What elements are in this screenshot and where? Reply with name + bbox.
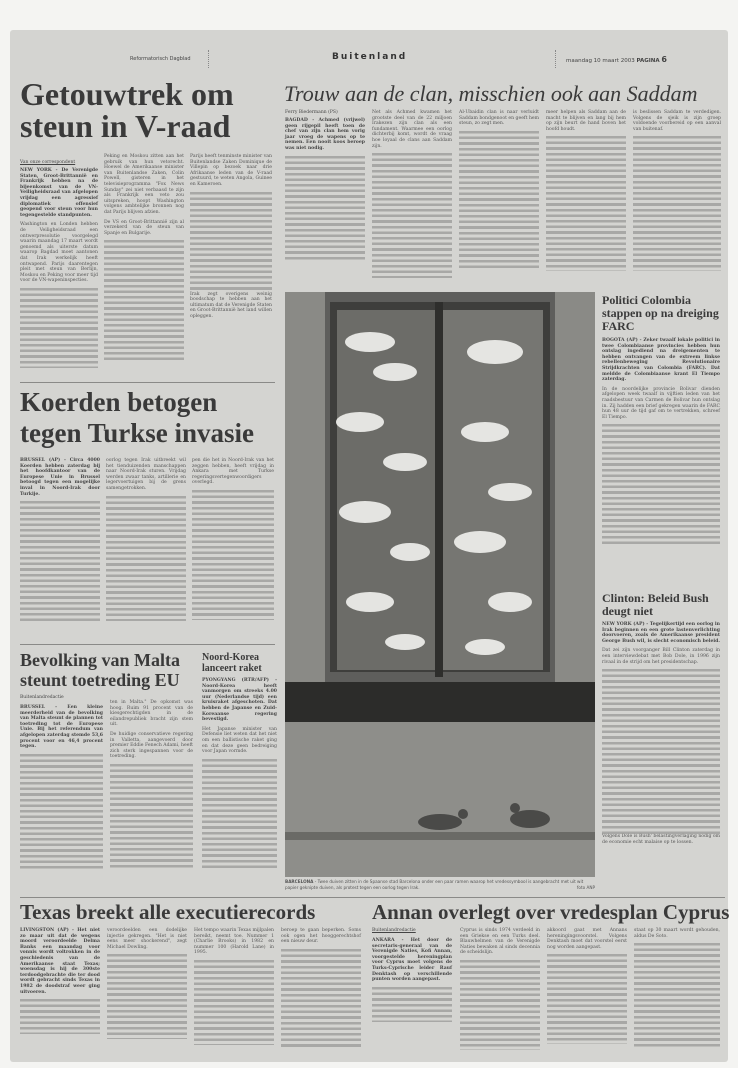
- vraad-paragraph: De VS en Groot-Brittannië zijn al verzekerd van de steun van Spanje en Bulgarije.: [104, 219, 184, 236]
- koerden-col-3: [192, 458, 274, 636]
- clinton-paragraph: Dat zei zijn voorganger Bill Clinton zaterdag in een interviewdebat met Bob Dole, in 1996 zijn rivaal in de strijd om het presidentschap.: [602, 648, 720, 665]
- annan-col-1: [372, 938, 452, 1058]
- text-filler: [634, 943, 720, 1048]
- photo-doves-window: [285, 292, 595, 877]
- texas-col-3: [194, 928, 274, 1058]
- text-filler: [20, 754, 103, 869]
- byline-clan: Ferry Biedermann (PS): [285, 110, 338, 115]
- malta-lead: BRUSSEL - Een kleine meerderheid van de bevolking van Malta steunt de plannen tot toetreding tot de Europese Unie. Bij het referendum van afgelopen zaterdag stemde 53,6 procent voor en 46,4 procent tegen.: [20, 705, 103, 750]
- texas-col-2: [107, 928, 187, 1058]
- text-filler: [285, 156, 365, 261]
- annan-col-2: [460, 928, 540, 1058]
- newspaper-page: [10, 30, 728, 1062]
- texas-lead: LIVINGSTON (AP) - Het niet zo maar uit dat de wegens moord veroordeelde Delma Banks een maandag voor vonnis wordt voltrokken in de geschiedenis van de Amerikaanse staat Texas; woensdag is hij de 300ste terdoodgebrachte die ter dood wordt gebracht sinds Texas in 1982 de doodstraf weer ging uitvoeren.: [20, 928, 100, 995]
- date-line: [566, 55, 667, 64]
- photo-credit: foto ANP: [576, 884, 595, 890]
- headline-colombia: Politici Colombia stappen op na dreiging FARC: [602, 293, 719, 333]
- text-filler: [460, 960, 540, 1050]
- text-filler: [110, 764, 193, 869]
- page-number: 6: [661, 55, 667, 64]
- koerden-col-1: [20, 458, 100, 636]
- clan-col-2: [372, 110, 452, 283]
- vraad-paragraph: Peking en Moskou zitten aan het gebruik van hun vetorecht. Hoewel de Amerikaanse minister van Buitenlandse Zaken, Colin Powell, gisteren in het televisieprogramma "Fox News Sunday" zei niet verbaasd te zijn als Frankrijk een veto zou uitspreken, hoopt Washington volgens ambtelijke bronnen nog dat Parijs blijven afzien.: [104, 154, 184, 215]
- vraad-col-1: [20, 168, 98, 393]
- annan-col-3: [547, 928, 627, 1058]
- text-filler: [602, 424, 720, 544]
- vraad-col-3: [190, 154, 272, 394]
- colombia-lead: BOGOTA (AP) - Zeker twaalf lokale politici in twee Colombiaanse provincies hebben hun ontslag ingediend na dreigementen te hebben ontvangen van de extreem linkse rebellenbeweging Revolutionaire Strijdkrachten van Colombia (FARC). Dat meldde de Colombiaanse krant El Tiempo zaterdag.: [602, 338, 720, 383]
- koerden-col-2: [106, 458, 186, 636]
- text-filler: [190, 192, 272, 292]
- text-filler: [20, 999, 100, 1034]
- newspaper-name: Reformatorisch Dagblad: [130, 56, 191, 62]
- malta-paragraph: De huidige conservatieve regering in Valletta, aangevoerd door premier Eddie Fenech Adami, heeft zich sterk ingespannen voor de toetreding.: [110, 731, 193, 760]
- malta-col-1: [20, 705, 103, 885]
- koerden-paragraph: oorlog tegen Irak uitbreekt wil het tienduizenden manschappen naar Noord-Irak sturen. Vrijdag werden zwaar tanks, artillerie en legervoertuigen bij de grens samengetrokken.: [106, 458, 186, 491]
- headline-annan: Annan overlegt over vredesplan Cyprus: [372, 900, 730, 924]
- caption-place: BARCELONA: [285, 879, 314, 884]
- headline-vraad: Getouwtrek om steun in V-raad: [20, 76, 234, 144]
- noordkorea-body: [202, 678, 277, 883]
- colombia-paragraph: In de noordelijke provincie Bolivar dienden afgelopen week twaalf in vijftien leden van het raadsbestuur van Carmen de Bolivar hun ontslag in. Zij hadden een brief gekregen waarin de FARC hun 48 uur de tijd gaf om te vertrekken, schreef El Tiempo.: [602, 386, 720, 420]
- texas-col-1: [20, 928, 100, 1058]
- headline-koerden-text: Koerden betogen tegen Turkse invasie: [20, 387, 255, 448]
- text-filler: [106, 496, 186, 621]
- text-filler: [281, 949, 361, 1049]
- clan-col-3: [459, 110, 539, 283]
- headline-noordkorea: Noord-Korea lanceert raket: [202, 652, 262, 674]
- vraad-lead: NEW YORK - De Verenigde Staten, Groot-Brittannië en Frankrijk hebben na de bijeenkomst van de VN-Veiligheidsraad van afgelopen vrijdag een agressief diplomatiek offensief geopend voor steun voor hun tegengestelde standpunten.: [20, 168, 98, 218]
- text-filler: [104, 240, 184, 360]
- vraad-paragraph: Washington en Londen hebben de Veiligheidsraad een ontwerpresolutie voorgelegd waarin maandag 17 maart wordt genoemd als uiterste datum waarop Bagdad moet aantonen dat Irak werkelijk heeft ontwapend. Parijs daarentegen pleit met steun van Berlijn, Moskou en Peking voor meer tijd voor de VN-wapeninspecties.: [20, 222, 98, 284]
- clan-col-1: [285, 118, 365, 283]
- text-filler: [546, 136, 626, 271]
- annan-lead: ANKARA - Het door de secretaris-generaal van de Verenigde Naties, Kofi Annan, voorgestelde hereningplan voor Cyprus moet volgens de Turks-Cyprische leider Rauf Denktash op verschillende punten worden aangepast.: [372, 938, 452, 983]
- caption-text: - Twee duiven zitten in de Spaanse stad Barcelona onder een paar ramen waarop het vredessymbool is aangebracht met uit wit papier geknipte duiven, als protest tegen een oorlog tegen Irak.: [285, 879, 584, 890]
- clinton-paragraph: Volgens Dole is Bush' belastingverlaging nodig om de economie echt malaise op te lossen.: [602, 834, 720, 845]
- text-filler: [107, 954, 187, 1039]
- text-filler: [20, 501, 100, 621]
- vraad-paragraph: Parijs heeft tenminste minister van Buitenlandse Zaken Dominique de Villepin op bezoek naar drie Afrikaanse leden van de V-raad gestuurd, te weten Angola, Guinee en Kameroen.: [190, 154, 272, 187]
- colombia-body: [602, 338, 720, 583]
- byline-annan: Buitenlandredactie: [372, 928, 416, 933]
- headline-malta: Bevolking van Malta steunt toetreding EU: [20, 650, 181, 690]
- texas-paragraph: beroep te gaan beperken. Soms ook ogen het hooggerechtshof een nieuw deur.: [281, 928, 361, 945]
- text-filler: [547, 954, 627, 1044]
- clan-paragraph: is beslissen Saddam te verdedigen. Volgens de sjeik is zijn groep voldoende voorbereid op een aanval van buitenaf.: [633, 110, 721, 132]
- headline-texas: Texas breekt alle executierecords: [20, 900, 316, 924]
- byline-malta: Buitenlandredactie: [20, 695, 64, 700]
- clan-lead: BAGDAD - Achmed (vrijwel) geen rijgepil heeft toen de chef van zijn clan hem vorig jaar vroeg de wapens op te nemen. Een nooit koos beroep was niet nodig.: [285, 118, 365, 151]
- text-filler: [372, 153, 452, 278]
- photo-caption: [285, 879, 595, 890]
- date: maandag 10 maart 2003: [566, 58, 635, 64]
- annan-paragraph: Cyprus is sinds 1974 verdeeld in een Griekse en een Turks deel. Blauwhelmen van de Verenigde Naties bewaken al sinds decennia de scheidslijn.: [460, 928, 540, 956]
- clan-col-4: [546, 110, 626, 283]
- text-filler: [192, 490, 274, 620]
- texas-paragraph: veroordeelden een dodelijke injectie gekregen. "Het is niet eens meer shockerend", zegt Michael Dowling.: [107, 928, 187, 950]
- vraad-col-2: [104, 154, 184, 394]
- texas-col-4: [281, 928, 361, 1058]
- text-filler: [202, 759, 277, 869]
- text-filler: [372, 987, 452, 1022]
- clan-col-5: [633, 110, 721, 283]
- headline-clan: Trouw aan de clan, misschien ook aan Saddam: [284, 81, 698, 106]
- annan-paragraph: staat op 30 maart wordt gehouden, aldus De Soto.: [634, 928, 720, 939]
- vraad-paragraph: Irak zegt overigens weinig boodschap te hebben aan het ultimatum dat de Verenigde Staten en Groot-Brittannië het land willen opleggen.: [190, 291, 272, 319]
- clinton-body: [602, 622, 720, 882]
- malta-col-2: [110, 700, 193, 885]
- malta-paragraph: ten in Malta." De opkomst was hoog. Ruim 91 procent van de kiesgerechtigden in de eilandrepubliek bracht zijn stem uit.: [110, 700, 193, 728]
- text-filler: [633, 136, 721, 271]
- headline-koerden: [20, 387, 282, 449]
- texas-paragraph: Het tempo waarin Texas mijlpalen bereikt, neemt toe. Nummer 1 (Charlie Brooks) in 1982 en nummer 100 (Harold Lane) in 1995.: [194, 928, 274, 956]
- clinton-lead: NEW YORK (AP) - Tegelijkertijd een oorlog in Irak beginnen en een grote lastenverlichting doorvoeren, zoals de Amerikaanse president George Bush wil, is slecht economisch beleid.: [602, 622, 720, 644]
- page-label: PAGINA: [636, 58, 660, 64]
- clan-paragraph: Net als Achmed kwamen het grootste deel van de 22 miljoen Irakezen zijn clan als een fundament. Waarmee een oorlog dichterbij komt, wordt de vraag hoe loyaal de clans aan Saddam zijn.: [372, 110, 452, 149]
- text-filler: [459, 131, 539, 271]
- clan-paragraph: Al-Ubaidin clan is naar verluidt Saddam bondgenoot en geeft hem steun, zo zegt men.: [459, 110, 539, 127]
- annan-paragraph: akkoord gaat met Annans hereningingsvoorstel. Volgens Denktash moet dat voorstel eerst nog worden aangepast.: [547, 928, 627, 950]
- headline-clinton: Clinton: Beleid Bush deugt niet: [602, 591, 709, 618]
- noordkorea-paragraph: Het Japanse minister van Defensie liet weten dat het niet om een ballistische raket ging en dat deze geen bedreiging voor Japan vormde.: [202, 726, 277, 755]
- text-filler: [602, 669, 720, 834]
- koerden-paragraph: pen die het in Noord-Irak van het zeggen hebben, heeft vrijdag in Ankara met Turkse regeringsvertegenwoordigers overlegd.: [192, 458, 274, 486]
- byline-vraad: Van onze correspondent: [20, 160, 76, 165]
- annan-col-4: [634, 928, 720, 1058]
- clan-paragraph: meer helpen als Saddam aan de macht te blijven en lang bij hem op zijn beurt de hand boven het hoofd houdt.: [546, 110, 626, 132]
- noordkorea-lead: PYONGYANG (RTR/AFP) - Noord-Korea heeft vanmorgen om streeks 4.00 uur (Nederlandse tijd) een kruisraket afgeschoten. Dat hebben de Japanse en Zuid-Koreaanse regering bevestigd.: [202, 678, 277, 723]
- koerden-lead: BRUSSEL (AP) - Circa 4000 Koerden hebben zaterdag bij het hoofdkantoor van de Europese Unie in Brussel betoogd tegen een mogelijke inval in Noord-Irak door Turkije.: [20, 458, 100, 497]
- text-filler: [194, 960, 274, 1045]
- section-title: Buitenland: [332, 52, 408, 62]
- text-filler: [20, 288, 98, 368]
